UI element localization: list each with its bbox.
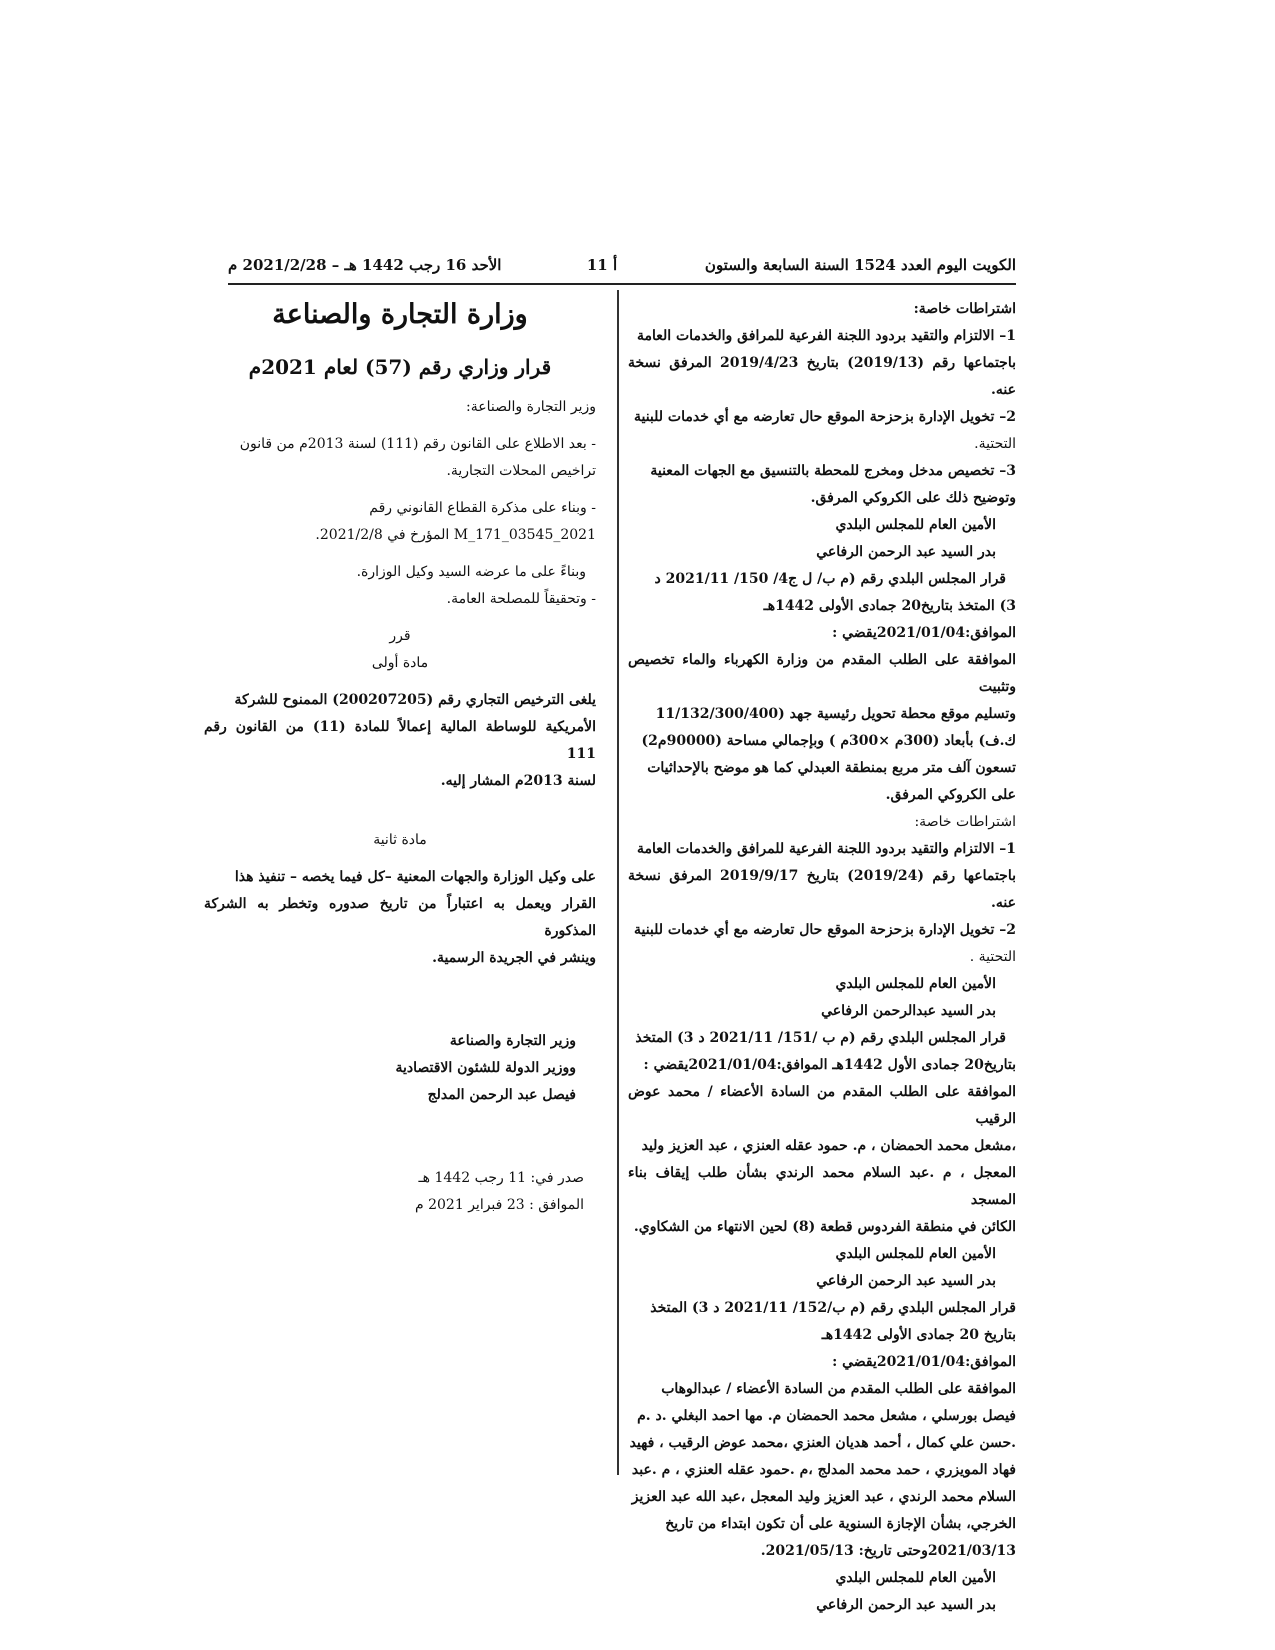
issued-date: صدر في: 11 رجب 1442 هـ	[418, 1170, 584, 1186]
corresponding-date: الموافق : 23 فبراير 2021 م	[414, 1197, 584, 1213]
text-line: تسعون آلف متر مربع بمنطقة العبدلي كما هو موضح بالإحداثيات	[647, 760, 1016, 776]
page-header	[228, 252, 1016, 278]
text-line: فهاد المويزري ، حمد محمد المدلج ،م .حمود عقله العنزي ، م .عبد	[631, 1462, 1016, 1478]
text-line: الكائن في منطقة الفردوس قطعة (8) لحين الانتهاء من الشكاوي.	[633, 1219, 1016, 1235]
header-divider	[228, 283, 1016, 285]
decree-title: قرار وزاري رقم (57) لعام 2021م	[248, 355, 552, 379]
text-line: ك.ف) بأبعاد (300م ×300م ) وبإجمالي مساحة (90000م2)	[641, 733, 1016, 749]
text-line: ،مشعل محمد الحمضان ، م. حمود عقله العنزي ، عبد العزيز وليد	[641, 1138, 1016, 1154]
decree-line: قرار المجلس البلدي رقم (م ب /151/ 2021/11 د 3) المتخذ	[635, 1030, 1006, 1046]
text-line: 3– تخصيص مدخل ومخرج للمحطة بالتنسيق مع الجهات المعنية	[650, 463, 1016, 479]
text-line: على الكروكي المرفق.	[885, 787, 1016, 803]
text-line: وتسليم موقع محطة تحويل رئيسية جهد (11/132/300/400	[655, 706, 1016, 722]
text-line: الموافقة على الطلب المقدم من السادة الأعضاء / عبدالوهاب	[661, 1381, 1016, 1397]
special-conditions-heading: اشتراطات خاصة:	[914, 814, 1016, 830]
text-line: التحتية .	[969, 949, 1016, 965]
decree-line: قرار المجلس البلدي رقم (م ب/152/ 2021/11 د 3) المتخذ	[650, 1300, 1016, 1316]
text-line: السلام محمد الرندي ، عبد العزيز وليد المعجل ،عبد الله عبد العزيز	[631, 1489, 1016, 1505]
header-issue: الكويت اليوم العدد 1524 السنة السابعة والستون	[704, 256, 1016, 274]
right-column	[628, 296, 1016, 1619]
text-line: الخرجي، بشأن الإجازة السنوية على أن تكون ابتداء من تاريخ	[665, 1516, 1016, 1532]
signatory-title: الأمين العام للمجلس البلدي	[835, 976, 996, 992]
text-line: باجتماعها رقم (2019/24) بتاريخ 2019/9/17 المرفق نسخة عنه.	[628, 868, 1016, 911]
text-line: تراخيص المحلات التجارية.	[446, 463, 596, 479]
decree-line: الموافق:2021/01/04يقضي :	[832, 625, 1016, 641]
text-line: باجتماعها رقم (2019/13) بتاريخ 2019/4/23 المرفق نسخة عنه.	[628, 355, 1016, 398]
text-line: وينشر في الجريدة الرسمية.	[432, 950, 596, 966]
text-line: .حسن علي كمال ، أحمد هديان العنزي ،محمد عوض الرقيب ، فهيد	[629, 1435, 1016, 1451]
text-line: 2– تخويل الإدارة بزحزحة الموقع حال تعارضه مع أي خدمات للبنية	[633, 922, 1016, 938]
text-line: الموافقة على الطلب المقدم من السادة الأعضاء / محمد عوض الرقيب	[628, 1084, 1016, 1127]
signatory-name: بدر السيد عبدالرحمن الرفاعي	[821, 1003, 996, 1019]
text-line: - وتحقيقاً للمصلحة العامة.	[446, 591, 596, 607]
ministry-title: وزارة التجارة والصناعة	[272, 299, 528, 330]
minister-name: فيصل عبد الرحمن المدلج	[427, 1087, 576, 1103]
left-column	[204, 296, 596, 1219]
text-line: - وبناء على مذكرة القطاع القانوني رقم	[369, 500, 596, 516]
signatory-title: الأمين العام للمجلس البلدي	[835, 1246, 996, 1262]
text-line: وتوضيح ذلك على الكروكي المرفق.	[810, 490, 1016, 506]
decree-line: قرار المجلس البلدي رقم (م ب/ ل ج4/ 150/ 2021/11 د	[654, 571, 1006, 587]
signatory-title: الأمين العام للمجلس البلدي	[835, 1570, 996, 1586]
text-line: فيصل بورسلي ، مشعل محمد الحمضان م. مها احمد البغلي .د .م	[637, 1408, 1016, 1424]
signatory-title: الأمين العام للمجلس البلدي	[835, 517, 996, 533]
article-two-heading: مادة ثانية	[373, 832, 427, 848]
decree-line: بتاريخ20 جمادى الأول 1442هـ الموافق:2021/01/04يقضي :	[643, 1057, 1016, 1073]
header-page-number: أ 11	[586, 256, 618, 274]
text-line: 1– الالتزام والتقيد بردود اللجنة الفرعية للمرافق والخدمات العامة	[636, 328, 1016, 344]
text-line: الأمريكية للوساطة المالية إعمالاً للمادة (11) من القانون رقم 111	[204, 719, 596, 762]
decided-heading: قرر	[389, 628, 411, 644]
text-line: وبناءً على ما عرضه السيد وكيل الوزارة.	[356, 564, 586, 580]
text-line: القرار ويعمل به اعتباراً من تاريخ صدوره وتخطر به الشركة المذكورة	[204, 896, 596, 939]
minister-title-2: ووزير الدولة للشئون الاقتصادية	[395, 1060, 576, 1076]
signatory-name: بدر السيد عبد الرحمن الرفاعي	[816, 544, 996, 560]
minister-title: وزير التجارة والصناعة	[449, 1033, 576, 1049]
text-line: - بعد الاطلاع على القانون رقم (111) لسنة 2013م من قانون	[239, 436, 596, 452]
special-conditions-heading: اشتراطات خاصة:	[913, 301, 1016, 317]
text-line: 2– تخويل الإدارة بزحزحة الموقع حال تعارضه مع أي خدمات للبنية	[633, 409, 1016, 425]
text-line: 2021/03/13وحتى تاريخ: 2021/05/13.	[760, 1543, 1016, 1559]
text-line: M_171_03545_2021 المؤرخ في 2021/2/8.	[315, 527, 596, 543]
text-line: الموافقة على الطلب المقدم من وزارة الكهرباء والماء تخصيص وتثبيت	[628, 652, 1016, 695]
decree-line: الموافق:2021/01/04يقضي :	[832, 1354, 1016, 1370]
text-line: يلغى الترخيص التجاري رقم (200207205) الممنوح للشركة	[234, 692, 596, 708]
column-divider	[617, 290, 619, 1475]
header-date: الأحد 16 رجب 1442 هـ – 2021/2/28 م	[228, 256, 502, 274]
text-line: على وكيل الوزارة والجهات المعنية –كل فيما يخصه – تنفيذ هذا	[234, 869, 596, 885]
text-line: 1– الالتزام والتقيد بردود اللجنة الفرعية للمرافق والخدمات العامة	[636, 841, 1016, 857]
text-line: التحتية.	[974, 436, 1016, 452]
text-line: لسنة 2013م المشار إليه.	[440, 773, 596, 789]
decree-line: بتاريخ 20 جمادى الأولى 1442هـ	[821, 1327, 1016, 1343]
signatory-name: بدر السيد عبد الرحمن الرفاعي	[816, 1597, 996, 1613]
text-line: المعجل ، م .عبد السلام محمد الرندي بشأن طلب إيقاف بناء المسجد	[628, 1165, 1016, 1208]
decree-line: 3) المتخذ بتاريخ20 جمادى الأولى 1442هـ	[763, 598, 1016, 614]
signatory-name: بدر السيد عبد الرحمن الرفاعي	[816, 1273, 996, 1289]
text-line: وزير التجارة والصناعة:	[466, 399, 596, 415]
article-one-heading: مادة أولى	[371, 655, 429, 671]
